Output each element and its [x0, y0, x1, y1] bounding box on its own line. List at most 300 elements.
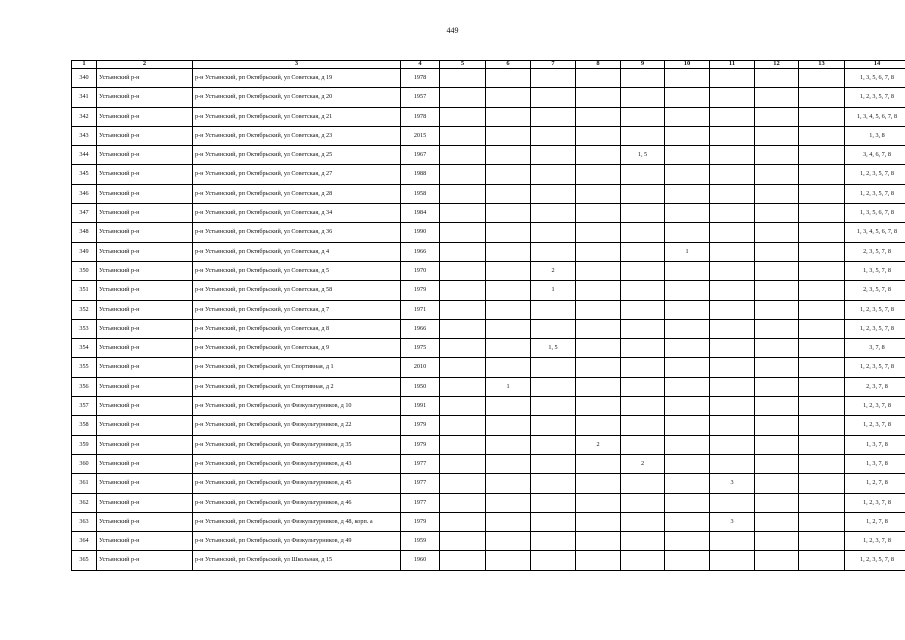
- col6-cell: [486, 107, 531, 126]
- col12-cell: [755, 69, 799, 88]
- col5-cell: [440, 493, 486, 512]
- col13-cell: [799, 435, 845, 454]
- row-number: 365: [72, 551, 97, 570]
- row-number: 353: [72, 319, 97, 338]
- col10-cell: [665, 184, 710, 203]
- col11-cell: [710, 242, 755, 261]
- col5-cell: [440, 300, 486, 319]
- column-header-3: 3: [193, 61, 401, 69]
- col6-cell: [486, 146, 531, 165]
- col9-cell: [621, 223, 665, 242]
- table-row: [72, 165, 905, 184]
- housing-table: [71, 60, 905, 571]
- district-cell: Устьянский р-н: [97, 107, 193, 126]
- address-cell: р-н Устьянский, рп Октябрьский, ул Физкультурников, д 45: [193, 474, 401, 493]
- col7-cell: [531, 300, 576, 319]
- col8-cell: [576, 242, 621, 261]
- col9-cell: [621, 242, 665, 261]
- col9-cell: [621, 184, 665, 203]
- col7-cell: [531, 126, 576, 145]
- col10-cell: [665, 107, 710, 126]
- col11-cell: [710, 416, 755, 435]
- col9-cell: [621, 377, 665, 396]
- col10-cell: [665, 454, 710, 473]
- col5-cell: [440, 474, 486, 493]
- district-cell: Устьянский р-н: [97, 223, 193, 242]
- row-number: 346: [72, 184, 97, 203]
- col6-cell: [486, 242, 531, 261]
- row-number: 351: [72, 281, 97, 300]
- row-number: 350: [72, 261, 97, 280]
- district-cell: Устьянский р-н: [97, 126, 193, 145]
- col5-cell: [440, 435, 486, 454]
- row-number: 345: [72, 165, 97, 184]
- col10-cell: [665, 88, 710, 107]
- col6-cell: [486, 532, 531, 551]
- col13-cell: [799, 416, 845, 435]
- address-cell: р-н Устьянский, рп Октябрьский, ул Советская, д 34: [193, 204, 401, 223]
- col5-cell: [440, 551, 486, 570]
- col8-cell: 2: [576, 435, 621, 454]
- district-cell: Устьянский р-н: [97, 319, 193, 338]
- col7-cell: [531, 242, 576, 261]
- address-cell: р-н Устьянский, рп Октябрьский, ул Физкультурников, д 35: [193, 435, 401, 454]
- col8-cell: [576, 474, 621, 493]
- year-cell: 1958: [401, 184, 440, 203]
- col9-cell: [621, 107, 665, 126]
- col9-cell: [621, 397, 665, 416]
- col11-cell: [710, 281, 755, 300]
- col13-cell: [799, 107, 845, 126]
- col12-cell: [755, 223, 799, 242]
- district-cell: Устьянский р-н: [97, 435, 193, 454]
- col11-cell: [710, 319, 755, 338]
- col12-cell: [755, 512, 799, 531]
- col10-cell: [665, 435, 710, 454]
- col6-cell: [486, 551, 531, 570]
- address-cell: р-н Устьянский, рп Октябрьский, ул Физкультурников, д 46: [193, 493, 401, 512]
- col7-cell: [531, 88, 576, 107]
- col8-cell: [576, 204, 621, 223]
- col7-cell: [531, 474, 576, 493]
- col8-cell: [576, 126, 621, 145]
- col14-cell: 1, 3, 7, 8: [845, 435, 905, 454]
- row-number: 354: [72, 339, 97, 358]
- district-cell: Устьянский р-н: [97, 551, 193, 570]
- col12-cell: [755, 281, 799, 300]
- col9-cell: [621, 165, 665, 184]
- col7-cell: 1, 5: [531, 339, 576, 358]
- table-row: [72, 532, 905, 551]
- col5-cell: [440, 454, 486, 473]
- address-cell: р-н Устьянский, рп Октябрьский, ул Советская, д 8: [193, 319, 401, 338]
- col6-cell: [486, 88, 531, 107]
- row-number: 342: [72, 107, 97, 126]
- col13-cell: [799, 184, 845, 203]
- col13-cell: [799, 204, 845, 223]
- district-cell: Устьянский р-н: [97, 358, 193, 377]
- col7-cell: [531, 184, 576, 203]
- table-row: [72, 69, 905, 88]
- row-number: 340: [72, 69, 97, 88]
- col14-cell: 1, 2, 3, 5, 7, 8: [845, 319, 905, 338]
- col11-cell: [710, 184, 755, 203]
- address-cell: р-н Устьянский, рп Октябрьский, ул Советская, д 5: [193, 261, 401, 280]
- year-cell: 1977: [401, 474, 440, 493]
- col9-cell: [621, 551, 665, 570]
- col6-cell: [486, 493, 531, 512]
- table-row: [72, 474, 905, 493]
- col10-cell: [665, 261, 710, 280]
- column-header-1: 1: [72, 61, 97, 69]
- col6-cell: [486, 204, 531, 223]
- table-row: [72, 204, 905, 223]
- col13-cell: [799, 512, 845, 531]
- address-cell: р-н Устьянский, рп Октябрьский, ул Советская, д 19: [193, 69, 401, 88]
- col12-cell: [755, 454, 799, 473]
- col5-cell: [440, 319, 486, 338]
- col13-cell: [799, 88, 845, 107]
- year-cell: 1990: [401, 223, 440, 242]
- row-number: 364: [72, 532, 97, 551]
- table-row: [72, 551, 905, 570]
- year-cell: 1979: [401, 416, 440, 435]
- col9-cell: [621, 512, 665, 531]
- col7-cell: [531, 358, 576, 377]
- col12-cell: [755, 339, 799, 358]
- col7-cell: [531, 146, 576, 165]
- col9-cell: 2: [621, 454, 665, 473]
- col14-cell: 1, 3, 7, 8: [845, 454, 905, 473]
- col12-cell: [755, 204, 799, 223]
- table-row: [72, 242, 905, 261]
- col9-cell: [621, 300, 665, 319]
- col11-cell: [710, 435, 755, 454]
- col8-cell: [576, 184, 621, 203]
- col6-cell: [486, 416, 531, 435]
- col10-cell: [665, 146, 710, 165]
- col6-cell: [486, 261, 531, 280]
- col6-cell: [486, 300, 531, 319]
- address-cell: р-н Устьянский, рп Октябрьский, ул Советская, д 21: [193, 107, 401, 126]
- col10-cell: [665, 532, 710, 551]
- address-cell: р-н Устьянский, рп Октябрьский, ул Физкультурников, д 10: [193, 397, 401, 416]
- table-row: [72, 184, 905, 203]
- year-cell: 1979: [401, 281, 440, 300]
- year-cell: 1991: [401, 397, 440, 416]
- district-cell: Устьянский р-н: [97, 377, 193, 396]
- row-number: 360: [72, 454, 97, 473]
- col6-cell: [486, 281, 531, 300]
- table-row: [72, 377, 905, 396]
- table-row: [72, 454, 905, 473]
- col11-cell: [710, 204, 755, 223]
- row-number: 359: [72, 435, 97, 454]
- address-cell: р-н Устьянский, рп Октябрьский, ул Советская, д 36: [193, 223, 401, 242]
- col9-cell: [621, 339, 665, 358]
- col10-cell: [665, 126, 710, 145]
- col12-cell: [755, 474, 799, 493]
- col9-cell: [621, 88, 665, 107]
- year-cell: 1978: [401, 107, 440, 126]
- col5-cell: [440, 512, 486, 531]
- col5-cell: [440, 223, 486, 242]
- year-cell: 1950: [401, 377, 440, 396]
- col11-cell: [710, 397, 755, 416]
- district-cell: Устьянский р-н: [97, 397, 193, 416]
- col5-cell: [440, 126, 486, 145]
- col8-cell: [576, 261, 621, 280]
- col14-cell: 2, 3, 5, 7, 8: [845, 242, 905, 261]
- col13-cell: [799, 242, 845, 261]
- col10-cell: [665, 300, 710, 319]
- col12-cell: [755, 88, 799, 107]
- col5-cell: [440, 146, 486, 165]
- year-cell: 1957: [401, 88, 440, 107]
- col10-cell: 1: [665, 242, 710, 261]
- col11-cell: [710, 377, 755, 396]
- col5-cell: [440, 204, 486, 223]
- column-header-8: 8: [576, 61, 621, 69]
- col14-cell: 1, 2, 3, 7, 8: [845, 416, 905, 435]
- year-cell: 1984: [401, 204, 440, 223]
- address-cell: р-н Устьянский, рп Октябрьский, ул Физкультурников, д 49: [193, 532, 401, 551]
- address-cell: р-н Устьянский, рп Октябрьский, ул Советская, д 23: [193, 126, 401, 145]
- col10-cell: [665, 397, 710, 416]
- col11-cell: [710, 454, 755, 473]
- col13-cell: [799, 69, 845, 88]
- col14-cell: 1, 2, 3, 5, 7, 8: [845, 551, 905, 570]
- col6-cell: [486, 184, 531, 203]
- col14-cell: 1, 2, 7, 8: [845, 512, 905, 531]
- col11-cell: [710, 551, 755, 570]
- row-number: 349: [72, 242, 97, 261]
- year-cell: 1966: [401, 319, 440, 338]
- col7-cell: [531, 377, 576, 396]
- col9-cell: [621, 204, 665, 223]
- address-cell: р-н Устьянский, рп Октябрьский, ул Спортивная, д 2: [193, 377, 401, 396]
- col14-cell: 1, 2, 3, 7, 8: [845, 397, 905, 416]
- col13-cell: [799, 377, 845, 396]
- col7-cell: [531, 493, 576, 512]
- col13-cell: [799, 281, 845, 300]
- year-cell: 1966: [401, 242, 440, 261]
- col7-cell: [531, 165, 576, 184]
- col7-cell: [531, 107, 576, 126]
- col14-cell: 1, 3, 5, 7, 8: [845, 261, 905, 280]
- col14-cell: 1, 2, 3, 7, 8: [845, 493, 905, 512]
- col11-cell: [710, 339, 755, 358]
- col13-cell: [799, 300, 845, 319]
- col7-cell: [531, 223, 576, 242]
- col6-cell: [486, 69, 531, 88]
- col13-cell: [799, 474, 845, 493]
- col9-cell: [621, 532, 665, 551]
- col8-cell: [576, 146, 621, 165]
- col12-cell: [755, 184, 799, 203]
- year-cell: 1988: [401, 165, 440, 184]
- year-cell: 2010: [401, 358, 440, 377]
- col10-cell: [665, 358, 710, 377]
- column-header-6: 6: [486, 61, 531, 69]
- district-cell: Устьянский р-н: [97, 300, 193, 319]
- col8-cell: [576, 300, 621, 319]
- col14-cell: 1, 3, 4, 5, 6, 7, 8: [845, 107, 905, 126]
- district-cell: Устьянский р-н: [97, 454, 193, 473]
- table-row: [72, 223, 905, 242]
- col6-cell: [486, 454, 531, 473]
- table-row: [72, 319, 905, 338]
- col11-cell: [710, 223, 755, 242]
- col12-cell: [755, 242, 799, 261]
- col7-cell: [531, 551, 576, 570]
- col13-cell: [799, 493, 845, 512]
- col14-cell: 3, 7, 8: [845, 339, 905, 358]
- district-cell: Устьянский р-н: [97, 204, 193, 223]
- col13-cell: [799, 397, 845, 416]
- col8-cell: [576, 88, 621, 107]
- col10-cell: [665, 223, 710, 242]
- row-number: 348: [72, 223, 97, 242]
- table-row: [72, 88, 905, 107]
- col12-cell: [755, 300, 799, 319]
- address-cell: р-н Устьянский, рп Октябрьский, ул Советская, д 20: [193, 88, 401, 107]
- col13-cell: [799, 126, 845, 145]
- col12-cell: [755, 126, 799, 145]
- address-cell: р-н Устьянский, рп Октябрьский, ул Советская, д 28: [193, 184, 401, 203]
- col10-cell: [665, 493, 710, 512]
- year-cell: 1960: [401, 551, 440, 570]
- col9-cell: [621, 493, 665, 512]
- district-cell: Устьянский р-н: [97, 281, 193, 300]
- row-number: 352: [72, 300, 97, 319]
- address-cell: р-н Устьянский, рп Октябрьский, ул Физкультурников, д 22: [193, 416, 401, 435]
- col12-cell: [755, 165, 799, 184]
- year-cell: 1971: [401, 300, 440, 319]
- col7-cell: [531, 397, 576, 416]
- table-row: [72, 281, 905, 300]
- col8-cell: [576, 319, 621, 338]
- col8-cell: [576, 107, 621, 126]
- table-row: [72, 146, 905, 165]
- table-row: [72, 512, 905, 531]
- row-number: 344: [72, 146, 97, 165]
- col5-cell: [440, 281, 486, 300]
- district-cell: Устьянский р-н: [97, 532, 193, 551]
- col13-cell: [799, 319, 845, 338]
- col7-cell: [531, 204, 576, 223]
- district-cell: Устьянский р-н: [97, 88, 193, 107]
- col12-cell: [755, 435, 799, 454]
- column-header-12: 12: [755, 61, 799, 69]
- col6-cell: [486, 165, 531, 184]
- address-cell: р-н Устьянский, рп Октябрьский, ул Физкультурников, д 48, корп. а: [193, 512, 401, 531]
- year-cell: 1959: [401, 532, 440, 551]
- row-number: 347: [72, 204, 97, 223]
- col8-cell: [576, 281, 621, 300]
- col7-cell: [531, 319, 576, 338]
- col7-cell: [531, 454, 576, 473]
- col8-cell: [576, 416, 621, 435]
- col11-cell: 3: [710, 512, 755, 531]
- col7-cell: [531, 435, 576, 454]
- district-cell: Устьянский р-н: [97, 339, 193, 358]
- district-cell: Устьянский р-н: [97, 261, 193, 280]
- col10-cell: [665, 551, 710, 570]
- year-cell: 1978: [401, 69, 440, 88]
- col12-cell: [755, 532, 799, 551]
- col9-cell: 1, 5: [621, 146, 665, 165]
- col8-cell: [576, 358, 621, 377]
- col8-cell: [576, 493, 621, 512]
- col14-cell: 1, 2, 7, 8: [845, 474, 905, 493]
- year-cell: 1967: [401, 146, 440, 165]
- address-cell: р-н Устьянский, рп Октябрьский, ул Советская, д 4: [193, 242, 401, 261]
- col9-cell: [621, 69, 665, 88]
- year-cell: 1977: [401, 493, 440, 512]
- col5-cell: [440, 377, 486, 396]
- district-cell: Устьянский р-н: [97, 146, 193, 165]
- year-cell: 1979: [401, 512, 440, 531]
- col7-cell: [531, 416, 576, 435]
- table-row: [72, 300, 905, 319]
- col5-cell: [440, 242, 486, 261]
- col13-cell: [799, 146, 845, 165]
- col12-cell: [755, 107, 799, 126]
- col8-cell: [576, 339, 621, 358]
- row-number: 356: [72, 377, 97, 396]
- col10-cell: [665, 69, 710, 88]
- table-row: [72, 493, 905, 512]
- table-row: [72, 358, 905, 377]
- address-cell: р-н Устьянский, рп Октябрьский, ул Спортивная, д 1: [193, 358, 401, 377]
- col9-cell: [621, 358, 665, 377]
- col8-cell: [576, 397, 621, 416]
- address-cell: р-н Устьянский, рп Октябрьский, ул Советская, д 27: [193, 165, 401, 184]
- table-row: [72, 339, 905, 358]
- district-cell: Устьянский р-н: [97, 512, 193, 531]
- col6-cell: [486, 435, 531, 454]
- col14-cell: 1, 2, 3, 5, 7, 8: [845, 184, 905, 203]
- col7-cell: 1: [531, 281, 576, 300]
- col14-cell: 3, 4, 6, 7, 8: [845, 146, 905, 165]
- row-number: 341: [72, 88, 97, 107]
- table-row: [72, 435, 905, 454]
- col6-cell: [486, 339, 531, 358]
- col13-cell: [799, 165, 845, 184]
- col6-cell: [486, 358, 531, 377]
- col14-cell: 1, 2, 3, 5, 7, 8: [845, 300, 905, 319]
- row-number: 362: [72, 493, 97, 512]
- col5-cell: [440, 165, 486, 184]
- col8-cell: [576, 512, 621, 531]
- district-cell: Устьянский р-н: [97, 165, 193, 184]
- table-row: [72, 416, 905, 435]
- year-cell: 1975: [401, 339, 440, 358]
- col12-cell: [755, 358, 799, 377]
- col11-cell: [710, 126, 755, 145]
- row-number: 355: [72, 358, 97, 377]
- col13-cell: [799, 551, 845, 570]
- col10-cell: [665, 512, 710, 531]
- year-cell: 1977: [401, 454, 440, 473]
- col5-cell: [440, 532, 486, 551]
- col5-cell: [440, 397, 486, 416]
- col14-cell: 1, 3, 4, 5, 6, 7, 8: [845, 223, 905, 242]
- col14-cell: 1, 3, 5, 6, 7, 8: [845, 204, 905, 223]
- col12-cell: [755, 377, 799, 396]
- col10-cell: [665, 339, 710, 358]
